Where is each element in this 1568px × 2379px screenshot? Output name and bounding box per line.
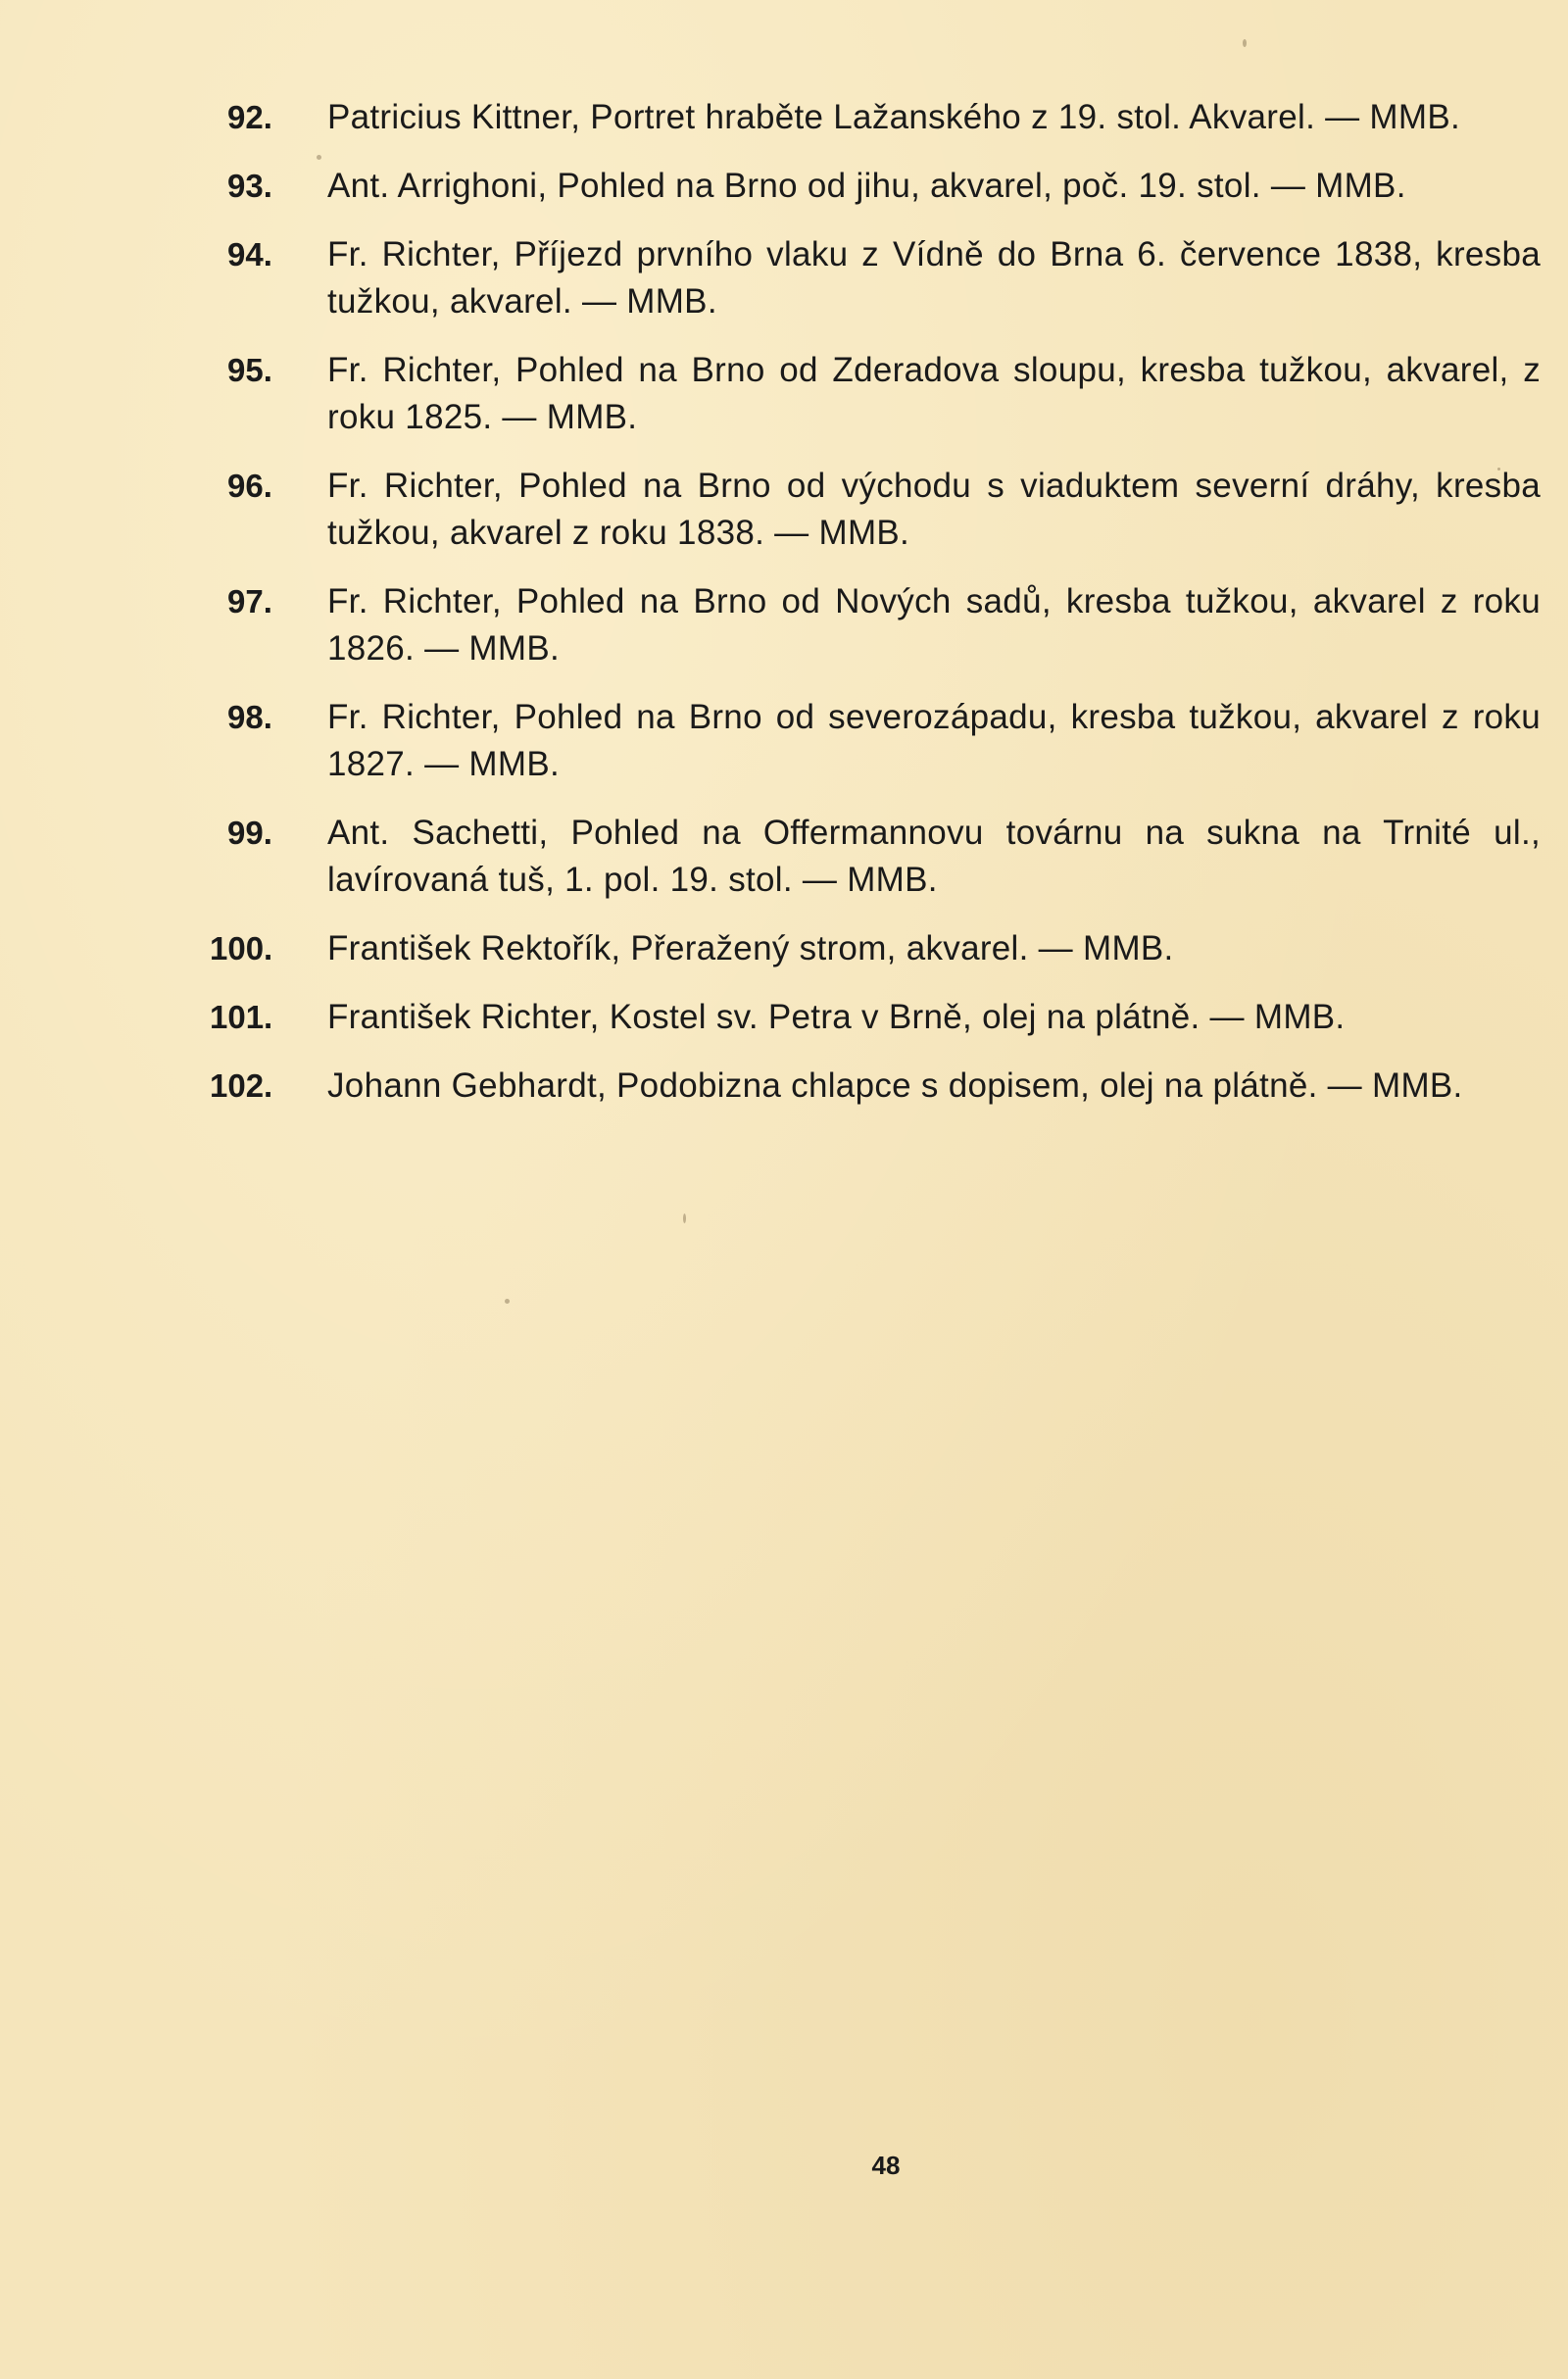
entry-number: 96. bbox=[227, 468, 272, 504]
list-item bbox=[210, 1063, 1541, 1110]
entry-number: 100. bbox=[210, 930, 273, 966]
entry-number: 102. bbox=[210, 1067, 273, 1104]
entry-number: 98. bbox=[227, 699, 272, 735]
list-item bbox=[210, 994, 1541, 1041]
entry-text: Fr. Richter, Příjezd prvního vlaku z Vídně do Brna 6. července 1838, kresba tužkou, akvarel. — MMB. bbox=[327, 235, 1541, 321]
paper-speck bbox=[1497, 468, 1500, 471]
page-number: 48 bbox=[871, 2151, 901, 2180]
entry-text: Johann Gebhardt, Podobizna chlapce s dopisem, olej na plátně. — MMB. bbox=[327, 1066, 1463, 1105]
entry-text: Fr. Richter, Pohled na Brno od Zderadova sloupu, kresba tužkou, akvarel, z roku 1825. — MMB. bbox=[327, 351, 1541, 436]
list-item bbox=[227, 694, 1541, 788]
list-item bbox=[210, 925, 1541, 972]
paper-speck bbox=[505, 1299, 510, 1304]
entry-number: 99. bbox=[227, 815, 272, 851]
entry-text: Fr. Richter, Pohled na Brno od Nových sadů, kresba tužkou, akvarel z roku 1826. — MMB. bbox=[327, 582, 1541, 668]
paper-speck bbox=[1243, 39, 1247, 47]
paper-speck bbox=[683, 1214, 686, 1223]
entry-number: 92. bbox=[227, 99, 272, 135]
entry-text: František Rektořík, Přeražený strom, akvarel. — MMB. bbox=[327, 929, 1174, 967]
entry-text: Fr. Richter, Pohled na Brno od severozápadu, kresba tužkou, akvarel z roku 1827. — MMB. bbox=[327, 698, 1541, 783]
list-item bbox=[227, 163, 1541, 210]
entry-number: 94. bbox=[227, 236, 272, 273]
list-item bbox=[227, 810, 1541, 904]
entry-text: Ant. Sachetti, Pohled na Offermannovu továrnu na sukna na Trnité ul., lavírovaná tuš, 1. pol. 19. stol. — MMB. bbox=[327, 814, 1541, 899]
list-item bbox=[227, 347, 1541, 441]
entry-text: Fr. Richter, Pohled na Brno od východu s viaduktem severní dráhy, kresba tužkou, akvarel z roku 1838. — MMB. bbox=[327, 467, 1541, 552]
list-item bbox=[227, 94, 1541, 141]
entry-number: 95. bbox=[227, 352, 272, 388]
entry-text: Patricius Kittner, Portret hraběte Lažanského z 19. stol. Akvarel. — MMB. bbox=[327, 98, 1461, 136]
entry-text: František Richter, Kostel sv. Petra v Brně, olej na plátně. — MMB. bbox=[327, 998, 1346, 1036]
entry-number: 101. bbox=[210, 999, 273, 1035]
list-item bbox=[227, 578, 1541, 672]
paper-speck bbox=[317, 155, 321, 160]
entry-number: 93. bbox=[227, 168, 272, 204]
list-item bbox=[227, 463, 1541, 557]
catalogue-list bbox=[210, 94, 1541, 1131]
entry-number: 97. bbox=[227, 583, 272, 620]
entry-text: Ant. Arrighoni, Pohled na Brno od jihu, akvarel, poč. 19. stol. — MMB. bbox=[327, 167, 1406, 205]
list-item bbox=[227, 231, 1541, 325]
